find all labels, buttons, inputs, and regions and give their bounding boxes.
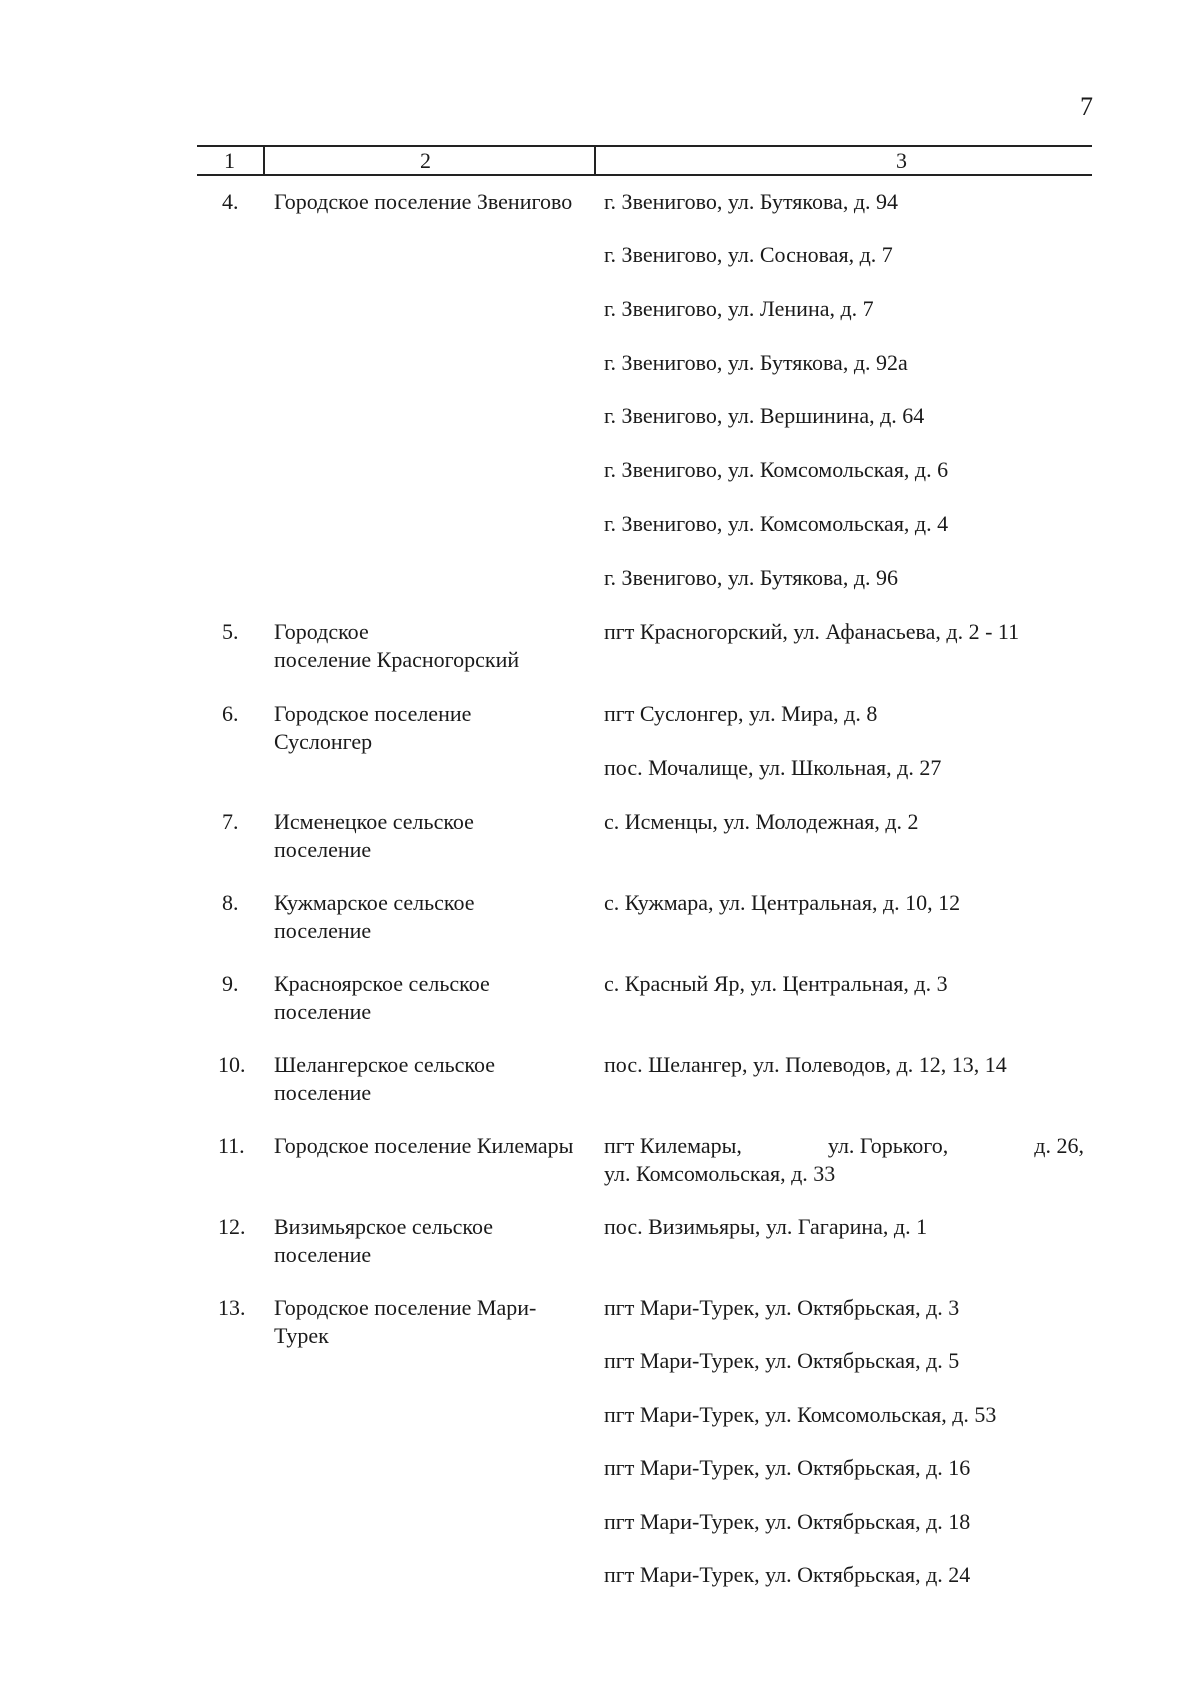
address-item: пгт Мари-Турек, ул. Октябрьская, д. 18 — [604, 1509, 971, 1534]
address-item: пгт Суслонгер, ул. Мира, д. 8 — [604, 701, 878, 726]
table-header-divider — [263, 146, 265, 175]
address-item: пгт Мари-Турек, ул. Октябрьская, д. 5 — [604, 1348, 960, 1373]
column-header-1: 1 — [224, 148, 235, 173]
settlement-name-line: Городское — [274, 619, 369, 644]
settlement-name: Городское поселение Звенигово — [274, 189, 573, 214]
settlement-name: Исменецкое сельское поселение — [274, 809, 474, 862]
address-item: г. Звенигово, ул. Бутякова, д. 92а — [604, 350, 908, 375]
row-number: 4. — [222, 189, 239, 214]
address-item: г. Звенигово, ул. Комсомольская, д. 4 — [604, 511, 949, 536]
row-number: 5. — [222, 619, 239, 644]
address-item: пос. Шелангер, ул. Полеводов, д. 12, 13, 14 — [604, 1052, 1007, 1077]
address-item: пгт Мари-Турек, ул. Октябрьская, д. 16 — [604, 1455, 971, 1480]
address-item: пос. Мочалище, ул. Школьная, д. 27 — [604, 755, 942, 780]
row-number: 11. — [218, 1133, 245, 1158]
table-header-bottom-rule — [197, 174, 1092, 176]
table-header-divider — [594, 146, 596, 175]
settlement-name: Красноярское сельское поселение — [274, 971, 490, 1024]
address-item-continuation: ул. Комсомольская, д. 33 — [604, 1161, 836, 1186]
address-item: пгт Мари-Турек, ул. Октябрьская, д. 3 — [604, 1295, 960, 1320]
address-part: ул. Горького, — [827, 1133, 949, 1158]
column-header-2: 2 — [420, 148, 431, 173]
address-item: г. Звенигово, ул. Бутякова, д. 94 — [604, 189, 899, 214]
settlement-name: Кужмарское сельское поселение — [274, 890, 475, 943]
address-item: с. Кужмара, ул. Центральная, д. 10, 12 — [604, 890, 961, 915]
settlement-name: Городское поселение Суслонгер — [274, 701, 472, 754]
settlement-name: Городское поселение Мари-Турек — [274, 1295, 537, 1348]
address-item: пгт Красногорский, ул. Афанасьева, д. 2 - 11 — [604, 619, 1020, 644]
row-number: 10. — [218, 1052, 246, 1077]
row-number: 13. — [218, 1295, 246, 1320]
settlement-name: Городское поселение Килемары — [274, 1133, 574, 1158]
column-header-3: 3 — [896, 148, 907, 173]
row-number: 9. — [222, 971, 239, 996]
address-item: с. Исменцы, ул. Молодежная, д. 2 — [604, 809, 919, 834]
address-item: г. Звенигово, ул. Комсомольская, д. 6 — [604, 457, 949, 482]
address-item: г. Звенигово, ул. Бутякова, д. 96 — [604, 565, 899, 590]
row-number: 7. — [222, 809, 239, 834]
address-part: пгт Килемары, — [604, 1133, 742, 1158]
settlement-name: Визимьярское сельское поселение — [274, 1214, 494, 1267]
settlement-name: Шелангерское сельское поселение — [274, 1052, 496, 1105]
row-number: 6. — [222, 701, 239, 726]
table-header-top-rule — [197, 145, 1092, 147]
address-item: г. Звенигово, ул. Вершинина, д. 64 — [604, 403, 925, 428]
settlement-name-line: поселение Красногорский — [274, 647, 520, 672]
address-item: пос. Визимьяры, ул. Гагарина, д. 1 — [604, 1214, 928, 1239]
address-item: пгт Мари-Турек, ул. Комсомольская, д. 53 — [604, 1402, 997, 1427]
address-item: г. Звенигово, ул. Ленина, д. 7 — [604, 296, 874, 321]
row-number: 12. — [218, 1214, 246, 1239]
address-item: с. Красный Яр, ул. Центральная, д. 3 — [604, 971, 948, 996]
address-part: д. 26, — [1034, 1133, 1084, 1158]
address-item: г. Звенигово, ул. Сосновая, д. 7 — [604, 242, 893, 267]
row-number: 8. — [222, 890, 239, 915]
address-item — [604, 1132, 1084, 1160]
address-item: пгт Мари-Турек, ул. Октябрьская, д. 24 — [604, 1562, 971, 1587]
page-number: 7 — [1080, 92, 1093, 121]
